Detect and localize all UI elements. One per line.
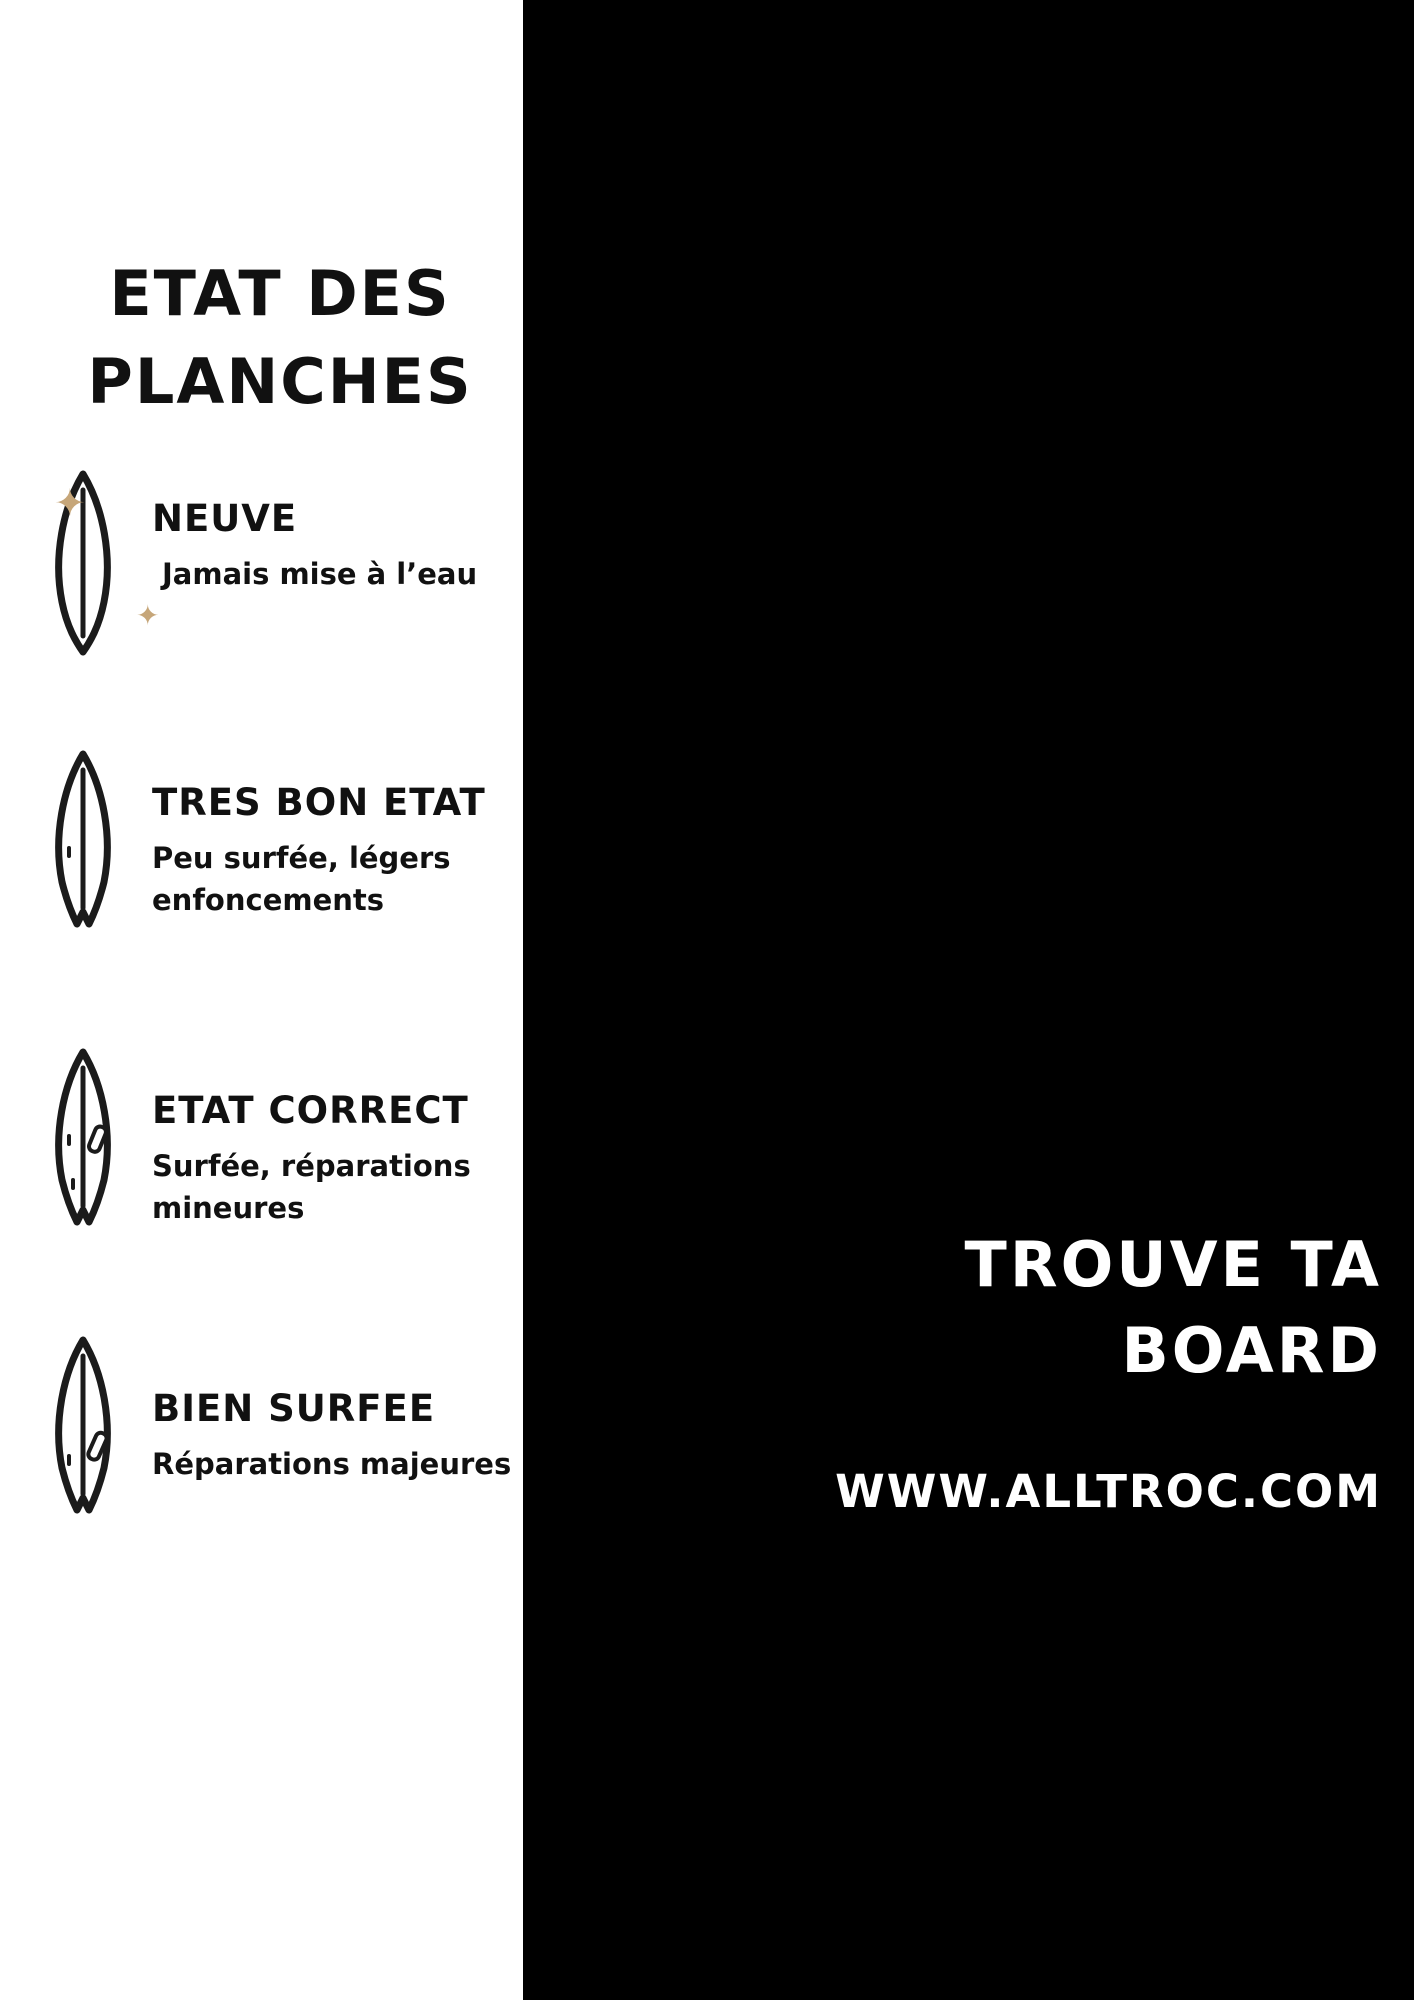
surfboard-icon: [28, 1328, 138, 1528]
page-title-line-1: ETAT DES: [109, 257, 451, 330]
condition-heading: ETAT CORRECT: [152, 1089, 469, 1132]
condition-heading: NEUVE: [152, 497, 298, 540]
condition-row-neuve: [0, 462, 523, 662]
cta-line-1: TROUVE TA: [964, 1228, 1382, 1301]
condition-text-tres-bon-etat: [152, 781, 522, 921]
sparkle-icon-1: ✦: [54, 481, 86, 525]
website-url[interactable]: WWW.ALLTROC.COM: [835, 1465, 1382, 1518]
surfboard-icon: [28, 462, 160, 662]
condition-description: Jamais mise à l’eau: [162, 556, 478, 591]
sparkle-icon-2: ✦: [136, 599, 160, 632]
condition-text-etat-correct: [152, 1089, 522, 1229]
condition-description: Surfée, réparations mineures: [152, 1148, 471, 1225]
condition-heading: BIEN SURFEE: [152, 1387, 436, 1430]
condition-row-tres-bon-etat: [0, 742, 523, 942]
condition-description: Peu surfée, légers enfoncements: [152, 840, 451, 917]
cta-headline: [560, 1222, 1382, 1393]
cta-line-2: BOARD: [1121, 1313, 1382, 1387]
page-title-line-2: PLANCHES: [87, 345, 473, 419]
surfboard-icon: [28, 1040, 138, 1240]
page-title: [40, 250, 520, 426]
condition-description: Réparations majeures: [152, 1446, 512, 1481]
condition-heading: TRES BON ETAT: [152, 781, 486, 824]
condition-row-etat-correct: [0, 1040, 523, 1240]
condition-text-neuve: [152, 497, 522, 595]
surfboard-icon: [28, 742, 138, 942]
right-panel: [523, 0, 1414, 2000]
condition-text-bien-surfee: [152, 1387, 522, 1485]
condition-row-bien-surfee: [0, 1328, 523, 1528]
